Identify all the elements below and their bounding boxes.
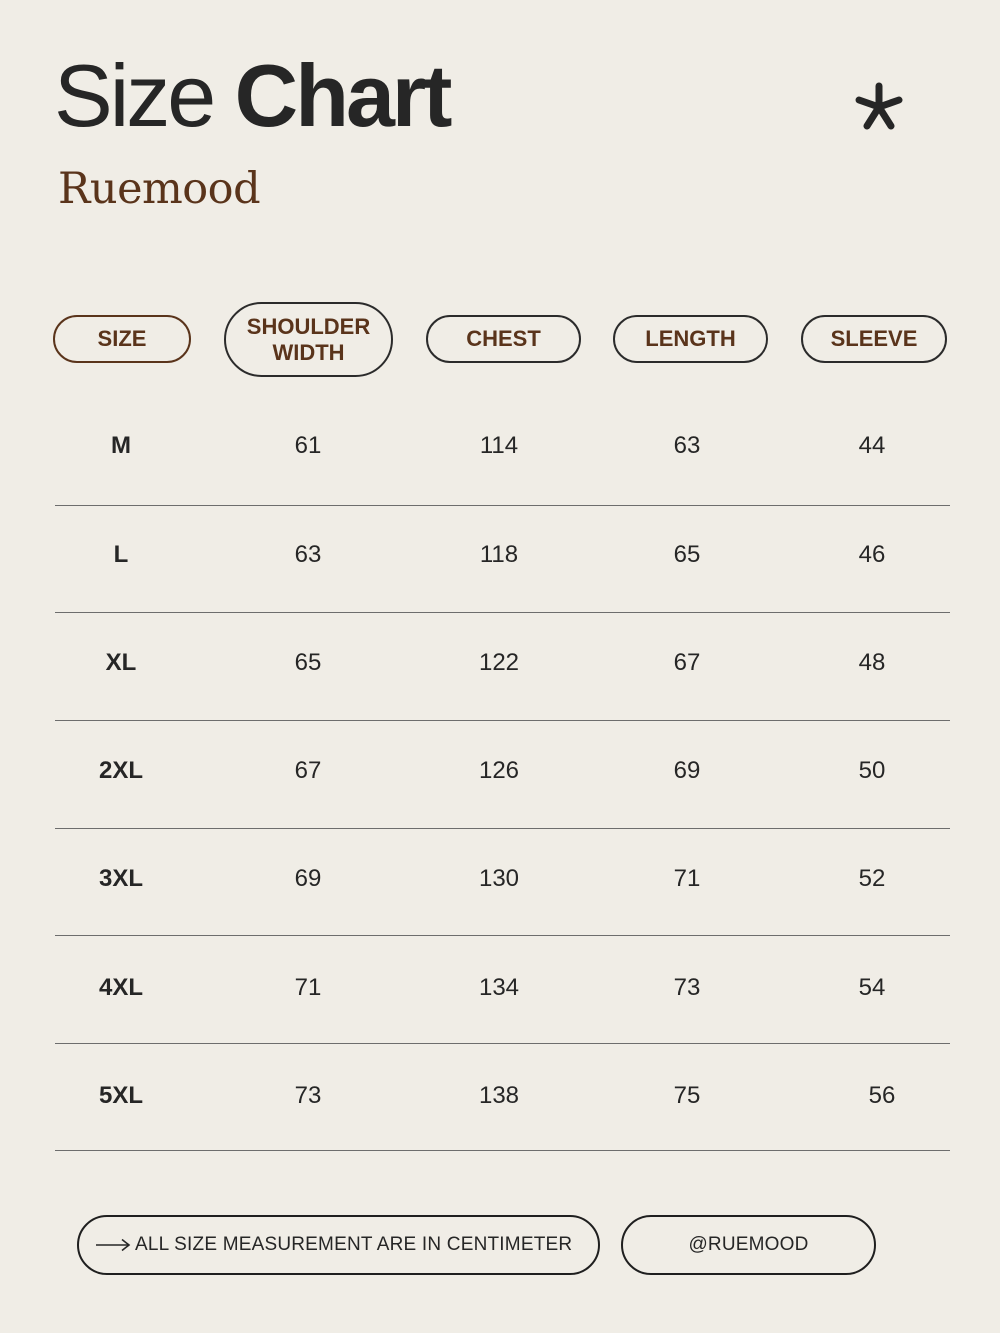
cell-chest: 130 — [478, 865, 520, 892]
cell-sleeve: 48 — [858, 649, 886, 676]
column-header-chest: CHEST — [426, 315, 581, 363]
cell-size: XL — [105, 649, 137, 676]
measurement-note-text: ALL SIZE MEASUREMENT ARE IN CENTIMETER — [135, 1234, 573, 1255]
cell-shoulder: 61 — [294, 432, 322, 459]
cell-size: 3XL — [98, 865, 143, 892]
row-divider — [55, 828, 950, 829]
cell-chest: 126 — [478, 757, 520, 784]
cell-length: 69 — [673, 757, 701, 784]
cell-length: 73 — [673, 974, 701, 1001]
cell-length: 71 — [673, 865, 701, 892]
row-divider — [55, 612, 950, 613]
cell-shoulder: 69 — [294, 865, 322, 892]
cell-chest: 134 — [478, 974, 520, 1001]
cell-size: L — [113, 541, 129, 568]
cell-shoulder: 71 — [294, 974, 322, 1001]
title-bold-word: Chart — [234, 46, 450, 145]
cell-chest: 118 — [479, 541, 519, 568]
cell-shoulder: 67 — [294, 757, 322, 784]
cell-length: 65 — [673, 541, 701, 568]
asterisk-icon — [852, 80, 906, 134]
cell-shoulder: 63 — [294, 541, 322, 568]
cell-sleeve: 54 — [858, 974, 886, 1001]
cell-size: M — [111, 432, 131, 459]
column-header-shoulder-width: SHOULDER WIDTH — [224, 302, 393, 377]
cell-length: 75 — [673, 1082, 701, 1109]
row-divider — [55, 935, 950, 936]
cell-length: 63 — [673, 432, 701, 459]
row-divider — [55, 720, 950, 721]
column-header-length: LENGTH — [613, 315, 768, 363]
column-header-sleeve: SLEEVE — [801, 315, 947, 363]
cell-shoulder: 65 — [294, 649, 322, 676]
cell-sleeve: 50 — [858, 757, 886, 784]
row-divider — [55, 1043, 950, 1044]
cell-length: 67 — [673, 649, 701, 676]
cell-sleeve: 52 — [858, 865, 886, 892]
cell-chest: 138 — [478, 1082, 520, 1109]
cell-sleeve: 56 — [868, 1082, 896, 1109]
brand-name: Ruemood — [58, 164, 261, 214]
column-header-size: SIZE — [53, 315, 191, 363]
cell-size: 2XL — [98, 757, 143, 784]
cell-size: 5XL — [98, 1082, 143, 1109]
cell-sleeve: 44 — [858, 432, 886, 459]
page-title — [54, 46, 450, 145]
cell-size: 4XL — [98, 974, 143, 1001]
arrow-right-icon — [95, 1238, 131, 1252]
cell-chest: 114 — [479, 432, 519, 459]
cell-shoulder: 73 — [294, 1082, 322, 1109]
social-handle-text: @RUEMOOD — [688, 1234, 809, 1255]
title-light-word: Size — [54, 46, 214, 145]
cell-sleeve: 46 — [858, 541, 886, 568]
cell-chest: 122 — [478, 649, 520, 676]
row-divider — [55, 505, 950, 506]
row-divider — [55, 1150, 950, 1151]
measurement-note — [77, 1215, 600, 1275]
social-handle-badge — [621, 1215, 876, 1275]
